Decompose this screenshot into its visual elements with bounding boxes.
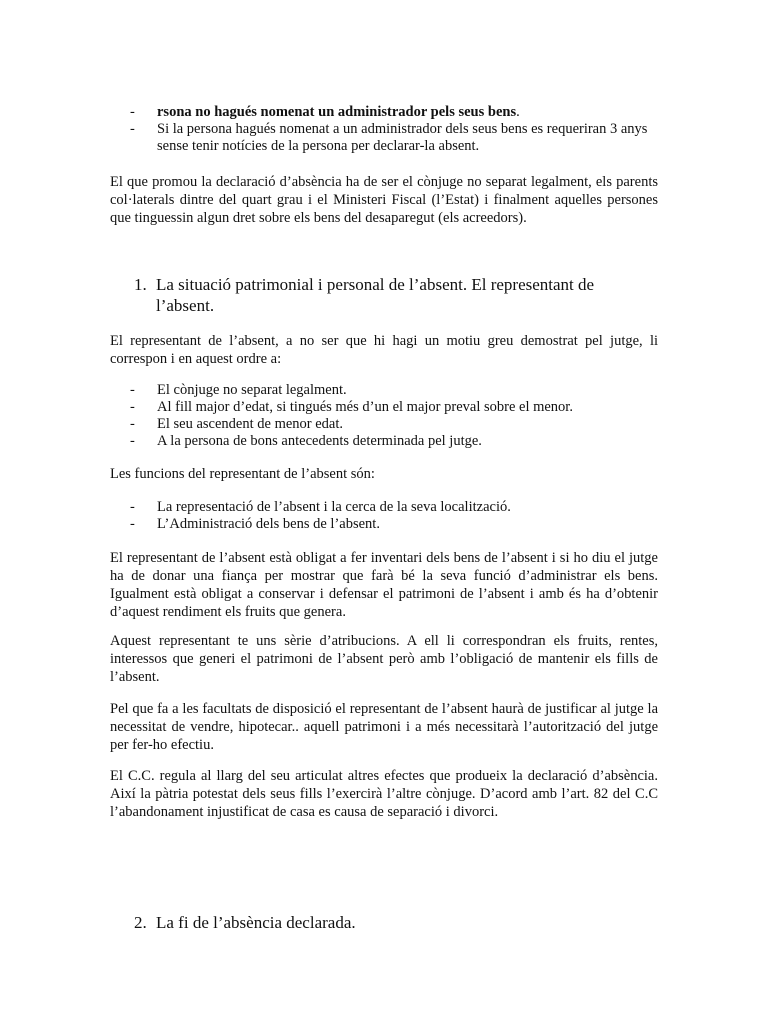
paragraph-funcions: Les funcions del representant de l’absent són: bbox=[110, 466, 375, 482]
paragraph-obligat: El representant de l’absent està obligat a fer inventari dels bens de l’absent i si ho diu el jutge ha de donar una fiança per mostrar que farà bé la seva funció d’administrar els bens. Igualment està obligat a conservar i defensar el patrimoni de l’absent i amb és ha d’obtenir d’aquest rendiment els fruits que genera. bbox=[110, 550, 658, 620]
section-heading-1: 1. La situació patrimonial i personal de l’absent. El representant de l’absent. bbox=[134, 275, 595, 315]
list-item: - A la persona de bons antecedents determinada pel jutge. bbox=[130, 433, 482, 449]
list-item: - Al fill major d’edat, si tingués més d’un el major preval sobre el menor. bbox=[130, 399, 573, 415]
list-item-text: rsona no hagués nomenat un administrador pels seus bens bbox=[157, 104, 517, 120]
paragraph-facultats: Pel que fa a les facultats de disposició el representant de l’absent haurà de justificar al jutge la necessitat de vendre, hipotecar.. aquell patrimoni i a més necessitarà l’autorització del jutge per fer-ho efectiu. bbox=[110, 701, 658, 753]
paragraph-representant: El representant de l’absent, a no ser que hi hagi un motiu greu demostrat pel jutge, li correspon i en aquest ordre a: bbox=[110, 333, 658, 367]
list-item: - L’Administració dels bens de l’absent. bbox=[130, 516, 380, 532]
paragraph-promou: El que promou la declaració d’absència ha de ser el cònjuge no separat legalment, els parents col·laterals dintre del quart grau i el Ministeri Fiscal (l’Estat) i finalment aquelles persones que tinguessin algun dret sobre els bens del desaparegut (els acreedors). bbox=[110, 174, 658, 226]
ordre-bullet-list bbox=[110, 382, 658, 450]
funcions-bullet-list bbox=[110, 499, 658, 533]
list-item: - rsona no hagués nomenat un administrador pels seus bens. bbox=[130, 104, 520, 120]
list-item-text: Si la persona hagués nomenat a un administrador dels seus bens es requeriran 3 anys sense tenir notícies de la persona per declarar-la absent. bbox=[157, 121, 648, 154]
list-item: - La representació de l’absent i la cerca de la seva localització. bbox=[130, 499, 511, 515]
list-item: - El cònjuge no separat legalment. bbox=[130, 382, 347, 398]
paragraph-cc: El C.C. regula al llarg del seu articulat altres efectes que produeix la declaració d’absència. Així la pàtria potestat dels seus fills l’exercirà l’altre cònjuge. D’acord amb l’art. 82 del C.C l’abandonament injustificat de casa es causa de separació i divorci. bbox=[110, 768, 658, 820]
top-bullet-list bbox=[110, 104, 658, 155]
section-heading-2: 2. La fi de l’absència declarada. bbox=[134, 913, 356, 932]
list-item: - El seu ascendent de menor edat. bbox=[130, 416, 344, 432]
dash-bullet: - bbox=[130, 104, 135, 120]
paragraph-atribucions: Aquest representant te uns sèrie d’atribucions. A ell li correspondran els fruits, rentes, interessos que generi el patrimoni de l’absent però amb l’obligació de mantenir els fills de l’absent. bbox=[110, 633, 658, 685]
list-item bbox=[110, 121, 658, 155]
dash-bullet: - bbox=[130, 121, 135, 137]
